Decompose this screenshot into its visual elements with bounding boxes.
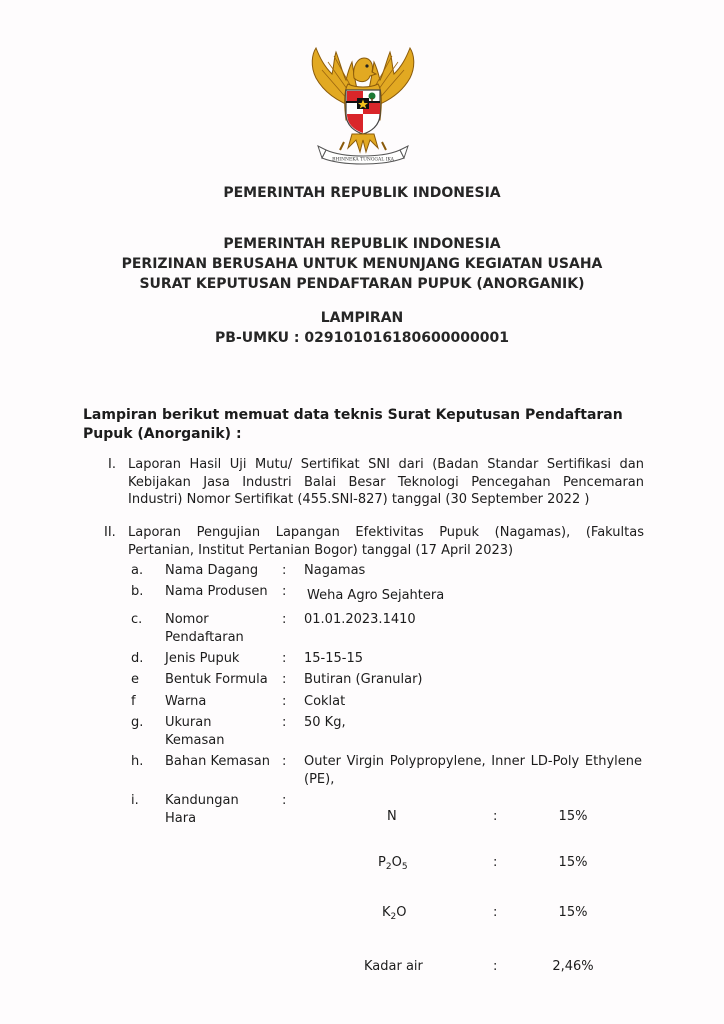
garuda-emblem: [304, 44, 422, 170]
nutrient-name: $P_2O_5$: [378, 855, 408, 872]
item-value: Coklat: [304, 694, 346, 709]
item-value: 50 Kg,: [304, 715, 346, 730]
item-value: Weha Agro Sejahtera: [307, 588, 445, 603]
item-colon: :: [282, 715, 287, 730]
section-1-numeral: I.: [108, 457, 116, 472]
item-colon: :: [282, 793, 287, 808]
government-title: PEMERINTAH REPUBLIK INDONESIA: [223, 185, 501, 201]
item-label: Bahan Kemasan: [165, 754, 270, 769]
header-line-3: SURAT KEPUTUSAN PENDAFTARAN PUPUK (ANORGANIK): [139, 276, 585, 292]
intro-line-2: Pupuk (Anorganik) :: [83, 426, 242, 442]
item-label: Nomor Pendaftaran: [165, 612, 244, 645]
item-colon: :: [282, 754, 287, 769]
item-label: Kandungan Hara: [165, 793, 239, 826]
item-label: Ukuran Kemasan: [165, 715, 225, 748]
item-value: 01.01.2023.1410: [304, 612, 416, 627]
item-letter: c.: [131, 612, 143, 627]
item-letter: g.: [131, 715, 144, 730]
intro-line-1: Lampiran berikut memuat data teknis Surat Keputusan Pendaftaran: [83, 407, 623, 423]
item-value: Nagamas: [304, 563, 366, 578]
item-colon: :: [282, 672, 287, 687]
item-colon: :: [282, 584, 287, 599]
item-label: Nama Dagang: [165, 563, 259, 578]
nutrient-colon: :: [493, 905, 498, 920]
item-value: 15-15-15: [304, 651, 364, 666]
nutrient-colon: :: [493, 855, 498, 870]
nutrient-name: $K_2O$: [382, 905, 407, 922]
nutrient-name: N: [387, 809, 397, 824]
item-value: Butiran (Granular): [304, 672, 423, 687]
item-letter: e: [131, 672, 139, 687]
nutrient-value: 15%: [558, 905, 588, 920]
intro-text: [83, 406, 643, 444]
item-label: Bentuk Formula: [165, 672, 268, 687]
item-colon: :: [282, 651, 287, 666]
item-letter: f: [131, 694, 136, 709]
section-1-text: Laporan Hasil Uji Mutu/ Sertifikat SNI dari (Badan Standar Sertifikasi dan Kebijakan Jasa Industri Balai Besar Teknologi Pencegahan Pencemaran Industri) Nomor Sertifikat (455.SNI-827) tanggal (30 September 2022 ): [128, 457, 644, 507]
section-2-text: Laporan Pengujian Lapangan Efektivitas Pupuk (Nagamas), (Fakultas Pertanian, Institut Pertanian Bogor) tanggal (17 April 2023): [128, 525, 644, 558]
section-2-numeral: II.: [104, 525, 116, 540]
item-colon: :: [282, 612, 287, 627]
item-letter: a.: [131, 563, 144, 578]
item-value: Outer Virgin Polypropylene, Inner LD-Poly Ethylene (PE),: [304, 754, 642, 787]
nutrient-colon: :: [493, 959, 498, 974]
item-letter: h.: [131, 754, 144, 769]
item-colon: :: [282, 694, 287, 709]
nutrient-value: 2,46%: [552, 959, 594, 974]
item-label: Jenis Pupuk: [165, 651, 240, 666]
item-label: Nama Produsen: [165, 584, 268, 599]
nutrient-value: 15%: [558, 809, 588, 824]
item-colon: :: [282, 563, 287, 578]
item-letter: i.: [131, 793, 139, 808]
header-line-1: PEMERINTAH REPUBLIK INDONESIA: [223, 236, 501, 252]
emblem-motto: BHINNEKA TUNGGAL IKA: [332, 157, 394, 163]
item-letter: b.: [131, 584, 144, 599]
nutrient-value: 15%: [558, 855, 588, 870]
header-line-2: PERIZINAN BERUSAHA UNTUK MENUNJANG KEGIATAN USAHA: [121, 256, 603, 272]
lampiran-title: LAMPIRAN: [320, 310, 404, 326]
pb-umku-number: PB-UMKU : 029101016180600000001: [215, 330, 509, 346]
item-label: Warna: [165, 694, 207, 709]
nutrient-colon: :: [493, 809, 498, 824]
item-letter: d.: [131, 651, 144, 666]
nutrient-name: Kadar air: [364, 959, 423, 974]
